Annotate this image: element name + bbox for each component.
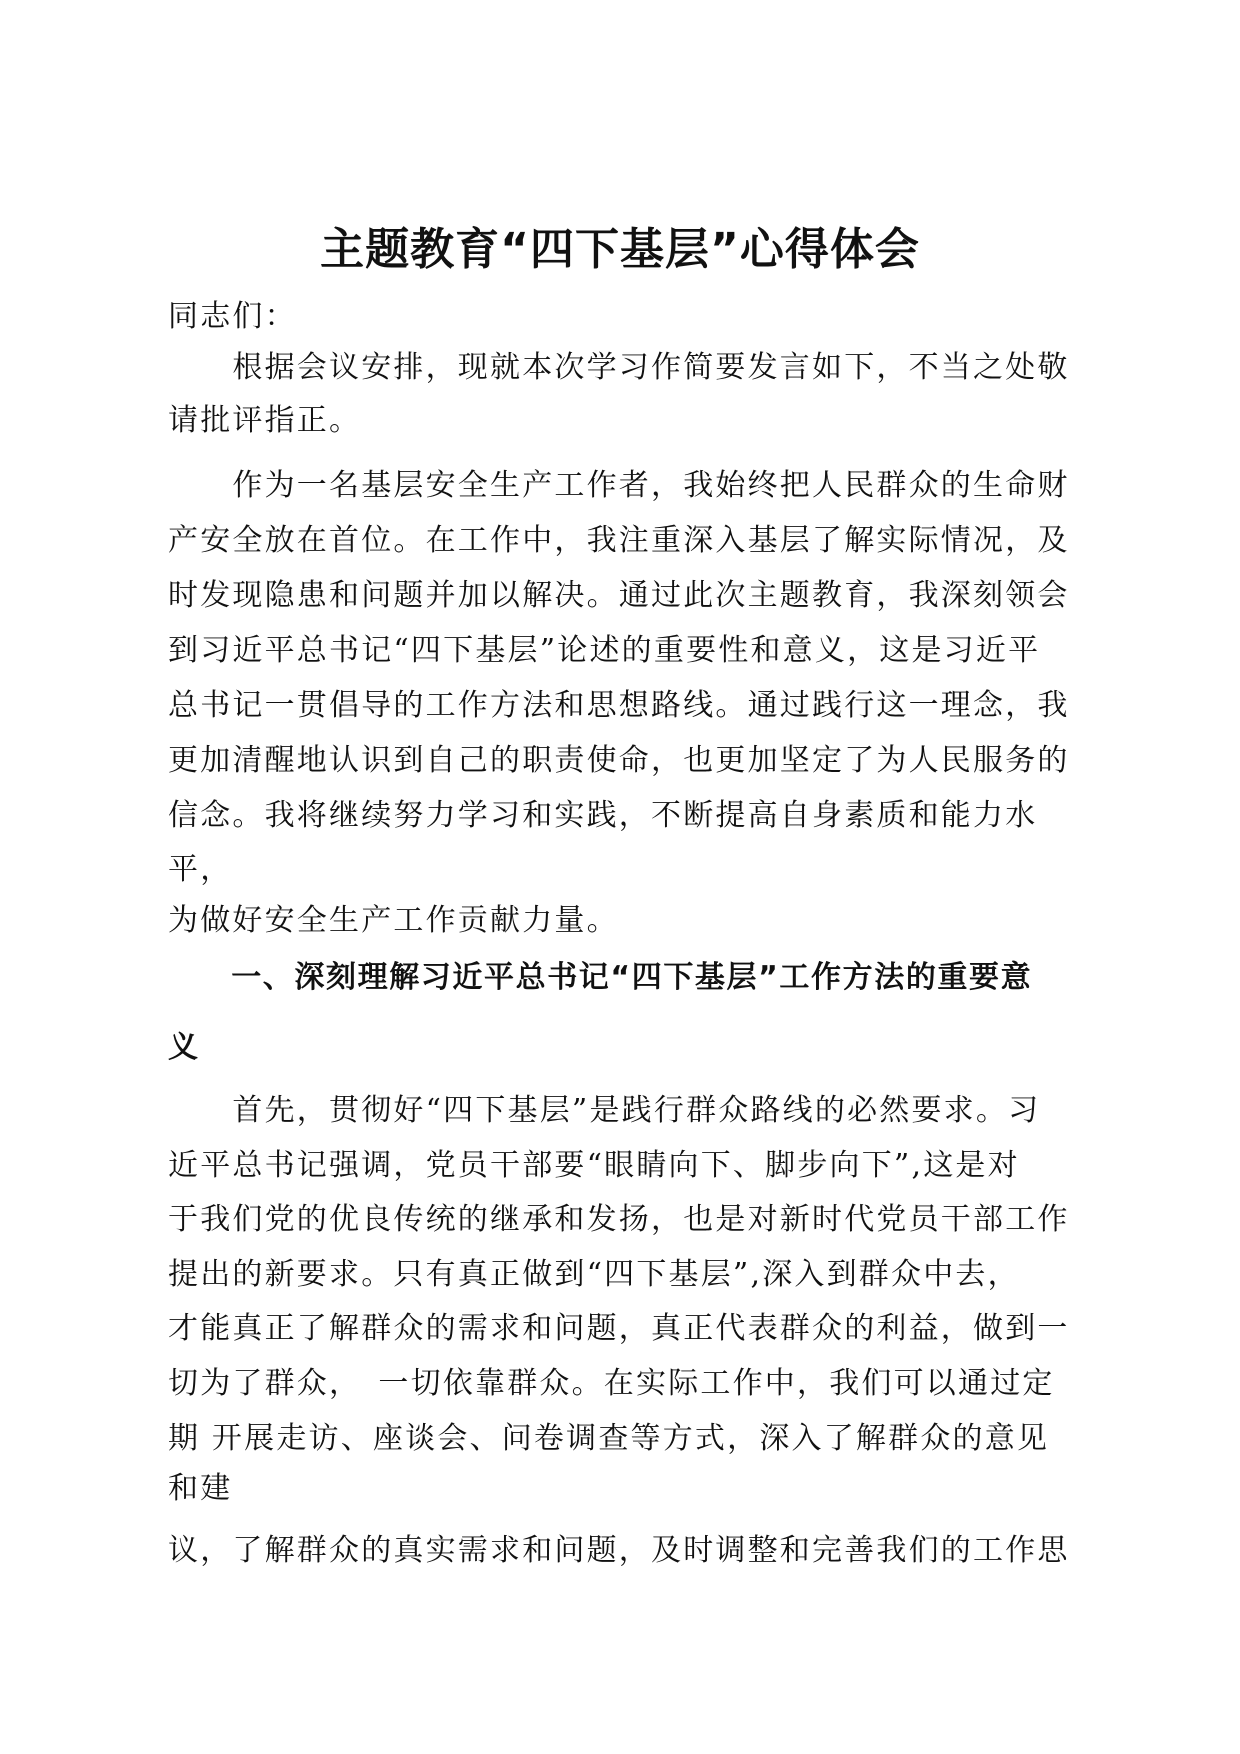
paragraph-line: 根据会议安排，现就本次学习作简要发言如下，不当之处敬	[168, 350, 1070, 385]
section-paragraph-line: 首先，贯彻好“四下基层”是践行群众路线的必然要求。习	[168, 1093, 1041, 1128]
section-paragraph-line: 提出的新要求。只有真正做到“四下基层”,深入到群众中去，	[168, 1257, 1020, 1292]
paragraph-line: 总书记一贯倡导的工作方法和思想路线。通过践行这一理念，我	[168, 688, 1070, 723]
section-paragraph-line: 议，了解群众的真实需求和问题，及时调整和完善我们的工作思	[168, 1533, 1070, 1568]
section-paragraph-line: 于我们党的优良传统的继承和发扬，也是对新时代党员干部工作	[168, 1202, 1070, 1237]
section-paragraph-line: 期 开展走访、座谈会、问卷调查等方式，深入了解群众的意见	[168, 1421, 1050, 1456]
section-heading-line: 一、深刻理解习近平总书记“四下基层”工作方法的重要意	[168, 960, 1033, 995]
paragraph-line: 信念。我将继续努力学习和实践，不断提高自身素质和能力水	[168, 798, 1038, 833]
paragraph-line: 平，	[168, 852, 233, 887]
paragraph-line: 时发现隐患和问题并加以解决。通过此次主题教育，我深刻领会	[168, 578, 1070, 613]
paragraph-line: 作为一名基层安全生产工作者，我始终把人民群众的生命财	[168, 468, 1070, 503]
document-title: 主题教育“四下基层”心得体会	[320, 224, 920, 275]
paragraph-line: 请批评指正。	[168, 403, 362, 438]
section-heading-line: 义	[168, 1030, 200, 1065]
paragraph-line: 为做好安全生产工作贡献力量。	[168, 903, 619, 938]
section-paragraph-line: 近平总书记强调，党员干部要“眼睛向下、脚步向下”,这是对	[168, 1148, 1020, 1183]
section-paragraph-line: 切为了群众， 一切依靠群众。在实际工作中，我们可以通过定	[168, 1366, 1055, 1401]
paragraph-line: 产安全放在首位。在工作中，我注重深入基层了解实际情况，及	[168, 523, 1070, 558]
section-paragraph-line: 和建	[168, 1471, 233, 1506]
section-paragraph-line: 才能真正了解群众的需求和问题，真正代表群众的利益，做到一	[168, 1311, 1070, 1346]
paragraph-line: 到习近平总书记“四下基层”论述的重要性和意义，这是习近平	[168, 633, 1041, 668]
paragraph-line: 更加清醒地认识到自己的职责使命，也更加坚定了为人民服务的	[168, 743, 1070, 778]
salutation: 同志们：	[168, 299, 297, 334]
